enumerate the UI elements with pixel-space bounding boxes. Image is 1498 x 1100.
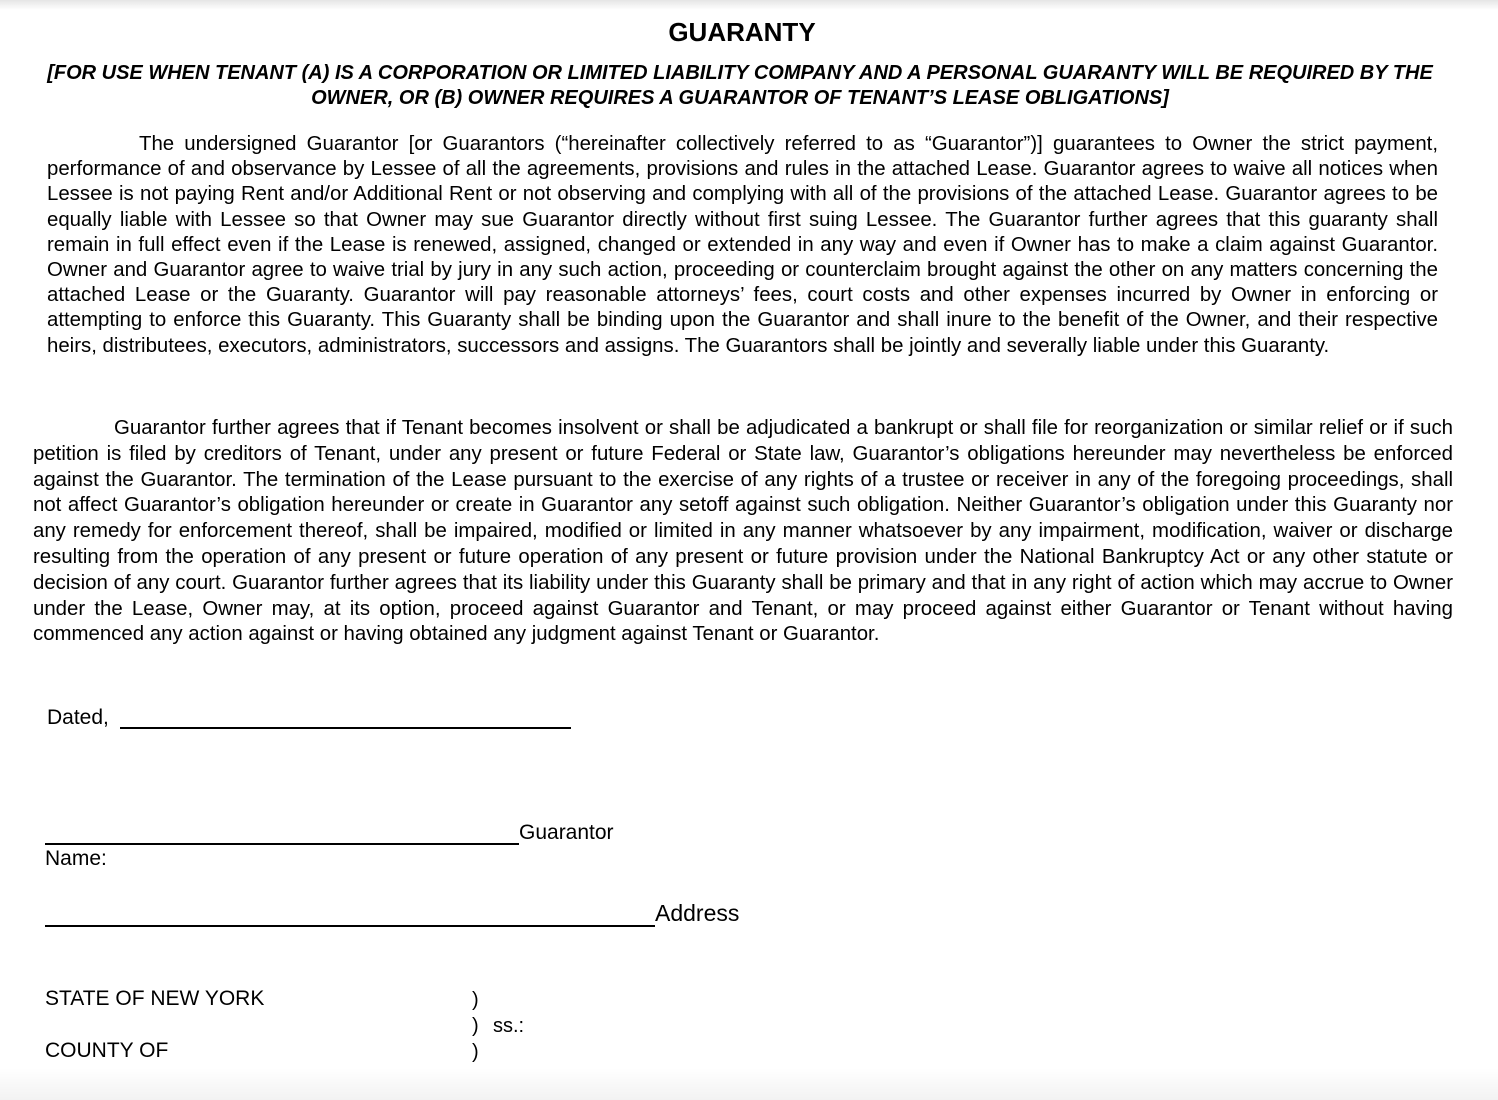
guaranty-paragraph-2: Guarantor further agrees that if Tenant becomes insolvent or shall be adjudicated a bankrupt or shall file for reorganization or similar relief or if such petition is filed by creditors of Tenant, under any present or future Federal or State law, Guarantor’s obligations hereunder may nevertheless be enforced against the Guarantor. The termination of the Lease pursuant to the exercise of any rights of a trustee or receiver in any of the foregoing proceedings, shall not affect Guarantor’s obligation hereunder or create in Guarantor any setoff against such obligation. Neither Guarantor’s obligation under this Guaranty nor any remedy for enforcement thereof, shall be impaired, modified or limited in any manner whatsoever by any impairment, modification, waiver or discharge resulting from the operation of any present or future operation of any present or future provision under the National Bankruptcy Act or any other statute or decision of any court. Guarantor further agrees that its liability under this Guaranty shall be primary and that in any right of action which may accrue to Owner under the Lease, Owner may, at its option, proceed against Guarantor and Tenant, or may proceed against either Guarantor or Tenant without having commenced any action against or having obtained any judgment against Tenant or Guarantor.: [33, 417, 1453, 646]
page-top-shadow: [0, 0, 1498, 10]
venue-paren-2: ): [472, 1015, 479, 1037]
guarantor-signature-line[interactable]: [45, 843, 519, 845]
venue-paren-3: ): [472, 1041, 479, 1063]
state-label: STATE OF NEW YORK: [45, 987, 265, 1010]
ss-label: ss.:: [493, 1015, 525, 1037]
guaranty-paragraph-1: The undersigned Guarantor [or Guarantors (“hereinafter collectively referred to as “Guarantor”)] guarantees to Owner the strict payment, performance of and observance by Lessee of all the agreements, provisions and rules in the attached Lease. Guarantor agrees to waive all notices when Lessee is not paying Rent and/or Additional Rent or not observing and complying with all of the provisions of the attached Lease. Guarantor agrees to be equally liable with Lessee so that Owner may sue Guarantor directly without first suing Lessee. The Guarantor further agrees that this guaranty shall remain in full effect even if the Lease is renewed, assigned, changed or extended in any way and even if Owner has to make a claim against Guarantor. Owner and Guarantor agree to waive trial by jury in any such action, proceeding or counterclaim brought against the other on any matters concerning the attached Lease or the Guaranty. Guarantor will pay reasonable attorneys’ fees, court costs and other expenses incurred by Owner in enforcing or attempting to enforce this Guaranty. This Guaranty shall be binding upon the Guarantor and shall inure to the benefit of the Owner, and their respective heirs, distributees, executors, administrators, successors and assigns. The Guarantors shall be jointly and severally liable under this Guaranty.: [47, 133, 1438, 357]
dated-field-line[interactable]: [120, 727, 571, 729]
page-bottom-shadow: [0, 1068, 1498, 1100]
document-title: GUARANTY: [668, 17, 816, 47]
guarantor-label: Guarantor: [519, 821, 614, 844]
county-label: COUNTY OF: [45, 1039, 169, 1062]
address-label: Address: [655, 900, 740, 926]
name-label: Name:: [45, 847, 107, 870]
dated-label: Dated,: [47, 706, 109, 729]
document-subtitle: [FOR USE WHEN TENANT (A) IS A CORPORATION OR LIMITED LIABILITY COMPANY AND A PERSONAL GUARANTY WILL BE REQUIRED BY THE OWNER, OR (B) OWNER REQUIRES A GUARANTOR OF TENANT’S LEASE OBLIGATIONS]: [47, 62, 1433, 109]
address-field-line[interactable]: [45, 925, 655, 927]
venue-paren-1: ): [472, 989, 479, 1011]
